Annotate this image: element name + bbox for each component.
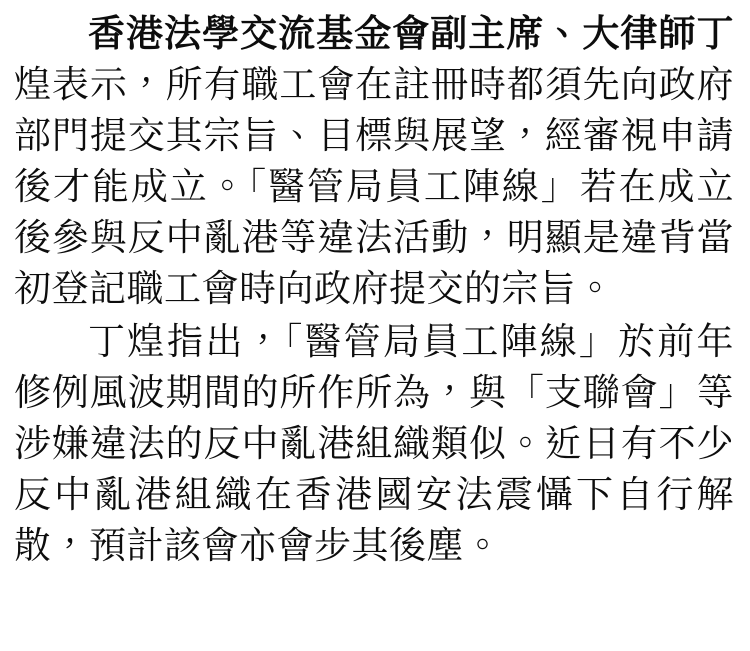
paragraph-1-text: 煌表示，所有職工會在註冊時都須先向政府部門提交其宗旨、目標與展望，經審視申請後才能成立。「醫管局員工陣線」若在成立後參與反中亂港等違法活動，明顯是違背當初登記職工會時向政府提交的宗旨。 xyxy=(14,63,734,310)
paragraph-1 xyxy=(14,8,734,314)
paragraph-2 xyxy=(14,316,734,571)
paragraph-1-lead: 香港法學交流基金會副主席、大律師丁 xyxy=(88,11,734,55)
paragraph-2-text: 丁煌指出，「醫管局員工陣線」於前年修例風波期間的所作所為，與「支聯會」等涉嫌違法的反中亂港組織類似。近日有不少反中亂港組織在香港國安法震懾下自行解散，預計該會亦會步其後塵。 xyxy=(14,320,734,567)
article-body xyxy=(14,8,734,571)
